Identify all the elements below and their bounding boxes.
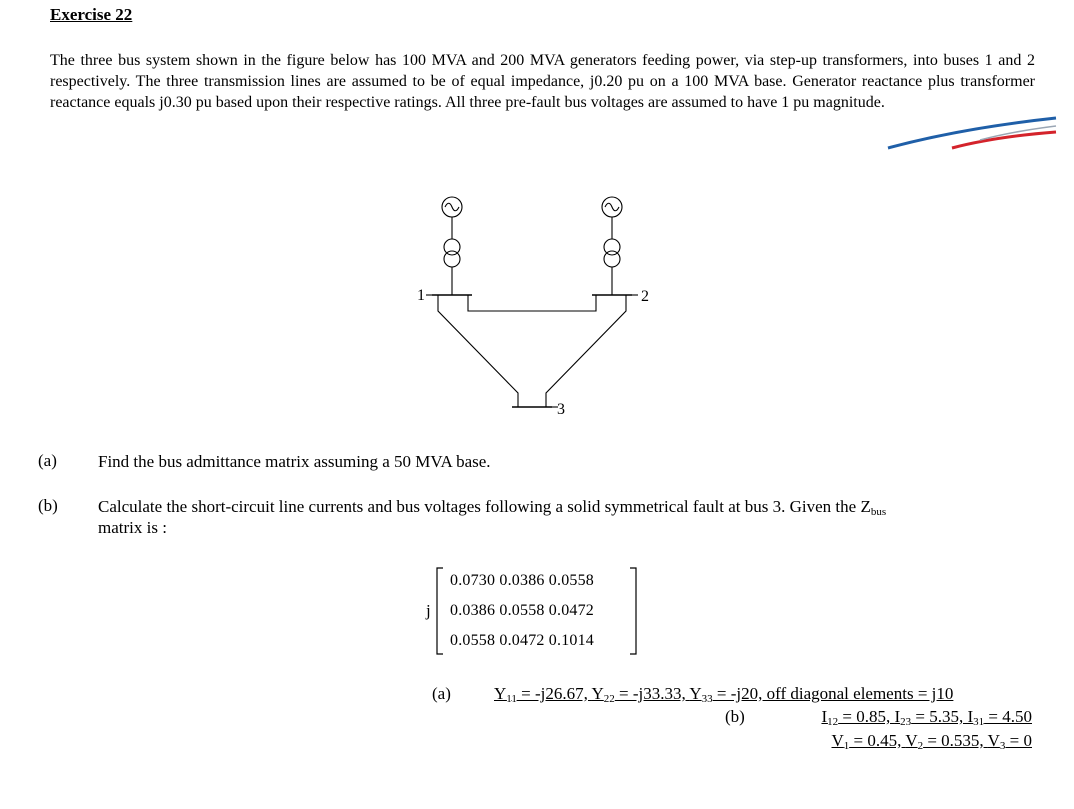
transformer-2-lower-winding (604, 251, 620, 267)
y11-symbol: Y (494, 684, 507, 703)
i31-value: = 4.50 (984, 707, 1032, 726)
three-bus-one-line-diagram (400, 185, 670, 425)
answer-b-voltages (832, 731, 1033, 751)
y22-subscript: 22 (603, 693, 615, 705)
v3-symbol: V (987, 731, 1000, 750)
question-b-text (98, 496, 1034, 538)
answer-b-currents (821, 707, 1032, 727)
v2-subscript: 2 (917, 740, 924, 752)
i31-symbol: I (967, 707, 974, 726)
bus-3-label: 3 (557, 401, 565, 418)
answer-b-label: (b) (725, 707, 745, 726)
v1-symbol: V (831, 731, 844, 750)
i31-subscript: 31 (973, 716, 985, 728)
i12-value: = 0.85, (838, 707, 895, 726)
matrix-row-2: 0.0386 0.0558 0.0472 (450, 602, 594, 619)
question-b-text-main: Calculate the short-circuit line currents and bus voltages following a solid symmetrical fault at bus 3. Given the Z (98, 497, 871, 516)
zbus-subscript: bus (870, 506, 887, 518)
v2-symbol: V (905, 731, 918, 750)
v1-subscript: 1 (843, 740, 850, 752)
y33-value: = -j20, off diagonal elements = j10 (712, 684, 954, 703)
exercise-title: Exercise 22 (50, 5, 133, 24)
matrix-j-prefix: j (426, 601, 431, 620)
y22-symbol: Y (591, 684, 604, 703)
y22-value: = -j33.33, (614, 684, 690, 703)
matrix-left-bracket (437, 568, 443, 654)
v3-subscript: 3 (999, 740, 1006, 752)
question-b-text-continued: matrix is : (98, 518, 167, 537)
bus-2-label: 2 (641, 288, 649, 305)
y33-symbol: Y (689, 684, 702, 703)
answer-a-label: (a) (432, 684, 451, 703)
line-1-3 (438, 295, 518, 407)
question-a-text: Find the bus admittance matrix assuming a 50 MVA base. (98, 452, 491, 471)
i23-value: = 5.35, (911, 707, 968, 726)
y11-subscript: 11 (506, 693, 517, 705)
matrix-row-1: 0.0730 0.0386 0.0558 (450, 572, 594, 589)
question-b-label: (b) (38, 496, 58, 515)
line-1-2 (468, 295, 596, 311)
v1-value: = 0.45, (849, 731, 906, 750)
question-a-label: (a) (38, 451, 57, 470)
i12-subscript: 12 (827, 716, 839, 728)
i12-symbol: I (821, 707, 828, 726)
v2-value: = 0.535, (923, 731, 988, 750)
i23-symbol: I (894, 707, 901, 726)
line-2-3 (546, 295, 626, 407)
y11-value: = -j26.67, (516, 684, 592, 703)
matrix-right-bracket (630, 568, 636, 654)
matrix-row-3: 0.0558 0.0472 0.1014 (450, 632, 594, 649)
v3-value: = 0 (1005, 731, 1032, 750)
decorative-swoosh-logo (880, 108, 1060, 156)
y33-subscript: 33 (701, 693, 713, 705)
i23-subscript: 23 (900, 716, 912, 728)
transformer-1-lower-winding (444, 251, 460, 267)
problem-statement: The three bus system shown in the figure below has 100 MVA and 200 MVA generators feeding power, via step-up transformers, into buses 1 and 2 respectively. The three transmission lines are assumed to be of equal impedance, j0.20 pu on a 100 MVA base. Generator reactance plus transformer reactance equals j0.30 pu based upon their respective ratings. All three pre-fault bus voltages are assumed to have 1 pu magnitude. (50, 52, 1035, 111)
answer-a (494, 684, 953, 704)
bus-1-label: 1 (417, 287, 425, 304)
